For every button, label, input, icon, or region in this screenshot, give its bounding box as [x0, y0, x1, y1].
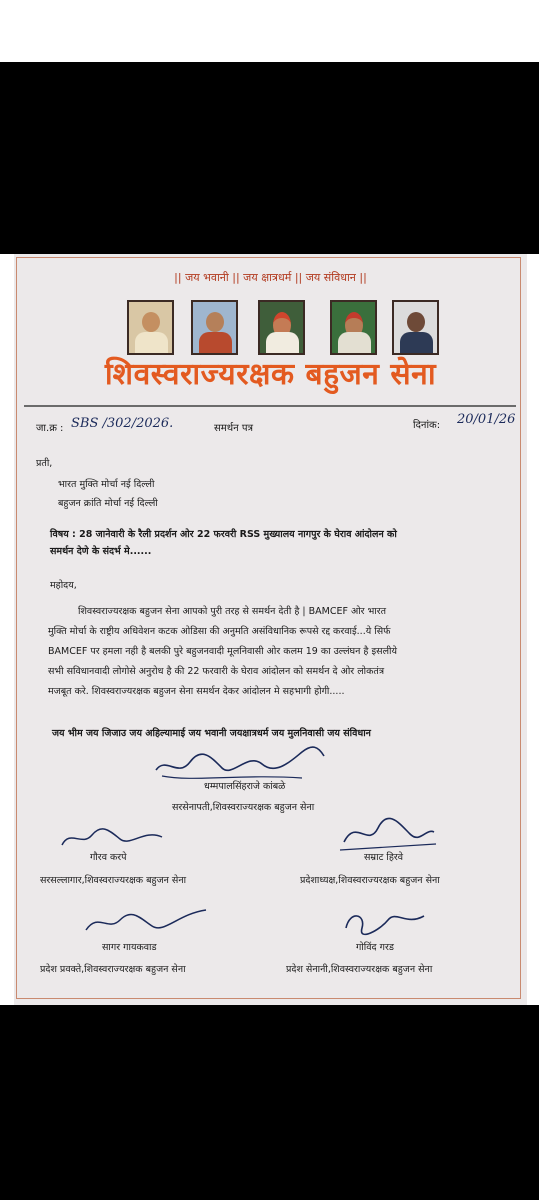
letter-paper: [14, 254, 527, 1005]
signatory-title: प्रदेश प्रवक्ते,शिवस्वराज्यरक्षक बहुजन सेना: [40, 964, 186, 975]
recipient-line: भारत मुक्ति मोर्चा नई दिल्ली: [58, 479, 155, 490]
paragraph-line: BAMCEF पर हमला नही है बलकी पुरे बहुजनवादी मूलनिवासी ओर कलम 19 का उल्लंघन है इसलीये: [48, 646, 397, 657]
recipient-line: बहुजन क्रांति मोर्चा नई दिल्ली: [58, 498, 158, 509]
paragraph-line: शिवस्वराज्यरक्षक बहुजन सेना आपको पुरी तरह से समर्थन देती है | BAMCEF ओर भारत: [78, 606, 387, 617]
header-divider: [24, 405, 516, 407]
photo-border-bottom: [0, 1005, 539, 1200]
portrait-3: [258, 300, 305, 355]
portrait-1: [127, 300, 174, 355]
signature-4: [82, 904, 212, 940]
portrait-2: [191, 300, 238, 355]
subject-line: समर्थन देणे के संदर्भ मे......: [50, 546, 152, 557]
signature-3: [338, 814, 438, 854]
date-value: 20/01/26: [457, 412, 516, 427]
signatory-name: गौरव करपे: [90, 852, 127, 863]
signatory-name: गोविंद गरड: [356, 942, 394, 953]
paragraph-line: सभी सविधानवादी लोगोसे अनुरोध है की 22 फरवारी के घेराव आंदोलन को समर्थन दे ओर लोकतंत्र: [48, 666, 385, 677]
addressee-label: प्रती,: [36, 458, 53, 469]
signatory-name: धम्मपालसिंहराजे कांबळे: [204, 781, 286, 792]
subject-line: विषय : 28 जानेवारी के रैली प्रदर्शन ओर 22 फरवरी RSS मुख्यालय नागपुर के घेराव आंदोलन को: [50, 529, 397, 540]
signatory-name: सम्राट हिरवे: [364, 852, 404, 863]
salutation: महोदय,: [50, 580, 77, 591]
signature-5: [340, 904, 430, 940]
paragraph-line: मजबूत करे. शिवस्वराज्यरक्षक बहुजन सेना समर्थन देकर आंदोलन मे सहभागी होगी.....: [48, 686, 345, 697]
letter-type: समर्थन पत्र: [214, 423, 254, 434]
signatory-name: सागर गायकवाड: [102, 942, 157, 953]
signatory-title: प्रदेशाध्यक्ष,शिवस्वराज्यरक्षक बहुजन सेना: [300, 875, 440, 886]
date-label: दिनांक:: [413, 420, 441, 431]
reference-label: जा.क्र :: [36, 423, 64, 434]
org-name-heading: शिवस्वराज्यरक्षक बहुजन सेना: [104, 357, 437, 392]
reference-number: SBS /302/2026.: [71, 416, 174, 431]
closing-slogans: जय भीम जय जिजाउ जय अहिल्यामाई जय भवानी जयक्षात्रधर्म जय मुलनिवासी जय संविधान: [52, 728, 371, 739]
portrait-4: [330, 300, 377, 355]
signatory-title: सरसल्लागार,शिवस्वराज्यरक्षक बहुजन सेना: [40, 875, 187, 886]
signatory-title: सरसेनापती,शिवस्वराज्यरक्षक बहुजन सेना: [172, 802, 315, 813]
photo-border-top: [0, 62, 539, 254]
signatory-title: प्रदेश सेनानी,शिवस्वराज्यरक्षक बहुजन सेना: [286, 964, 433, 975]
letterhead-slogan: || जय भवानी || जय क्षात्रधर्म || जय संविधान ||: [174, 271, 367, 284]
paragraph-line: मुक्ति मोर्चा के राष्ट्रीय अधिवेशन कटक ओडिसा की अनुमति असंविधानिक रूपसे रद्द करवाई...ये सिर्फ: [48, 626, 391, 637]
top-margin: [0, 0, 539, 62]
portrait-5: [392, 300, 439, 355]
